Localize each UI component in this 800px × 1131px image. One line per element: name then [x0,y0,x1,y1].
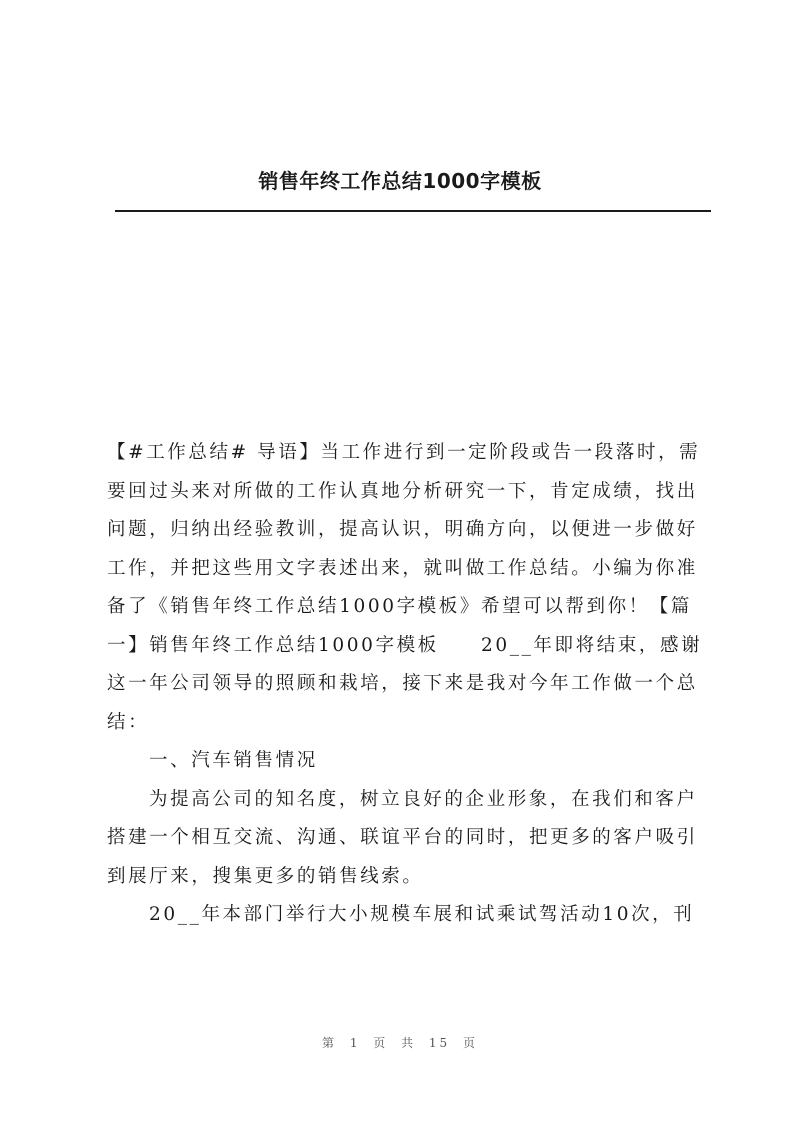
section-heading: 一、汽车销售情况 [149,750,318,771]
page-footer: 第 1 页 共 15 页 [322,1036,478,1050]
body-line: 工作，并把这些用文字表述出来，就叫做工作总结。小编为你准 [107,557,698,579]
body-line: 到展厅来，搜集更多的销售线索。 [107,865,424,887]
body-line: 备了《销售年终工作总结1000字模板》希望可以帮到你！【篇 [107,596,692,617]
body-line: 搭建一个相互交流、沟通、联谊平台的同时，把更多的客户吸引 [107,827,698,848]
body-line: 要回过头来对所做的工作认真地分析研究一下，肯定成绩，找出 [107,480,698,502]
body-line: 20__年本部门举行大小规模车展和试乘试驾活动10次，刊 [149,904,695,925]
body-line: 问题，归纳出经验教训，提高认识，明确方向，以便进一步做好 [107,519,698,540]
body-line: 为提高公司的知名度，树立良好的企业形象，在我们和客户 [149,788,698,810]
body-line: 这一年公司领导的照顾和栽培，接下来是我对今年工作做一个总 [107,673,698,694]
body-line: 【#工作总结# 导语】当工作进行到一定阶段或告一段落时，需 [107,442,701,463]
body-line: 一】销售年终工作总结1000字模板 20__年即将结束，感谢 [107,634,703,656]
document-body [107,434,712,935]
body-line: 结： [107,711,150,733]
title-underline [115,210,711,212]
document-title: 销售年终工作总结1000字模板 [258,169,542,193]
